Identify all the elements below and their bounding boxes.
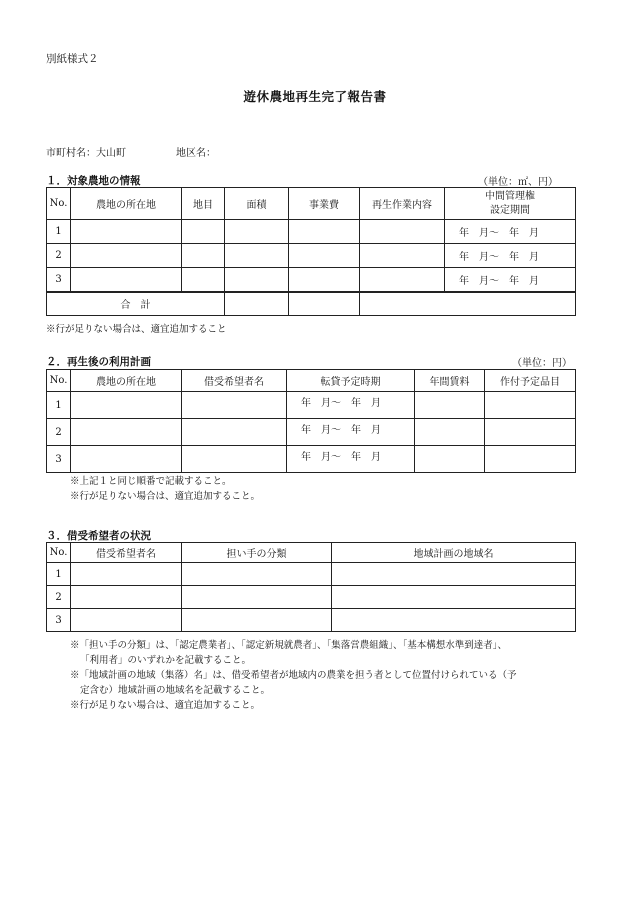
farmer-category-cell[interactable] [182, 563, 332, 586]
header-cell: 地目 [182, 188, 225, 220]
table-row [47, 563, 576, 586]
table-row [47, 609, 576, 632]
form-number: 別紙様式２ [46, 53, 99, 65]
header-cell: 農地の所在地 [71, 370, 182, 392]
row-number: 3 [47, 446, 71, 473]
header-cell: No. [47, 543, 71, 563]
cost-cell[interactable] [289, 244, 360, 268]
header-cell: No. [47, 370, 71, 392]
table-header-row [47, 188, 576, 220]
crop-cell[interactable] [485, 392, 576, 419]
area-cell[interactable] [225, 220, 289, 244]
sublease-period-cell[interactable]: 年 月～ 年 月 [287, 419, 415, 446]
work-content-cell[interactable] [360, 244, 445, 268]
target-farmland-table [46, 187, 576, 316]
annual-rent-cell[interactable] [415, 392, 485, 419]
farmer-category-cell[interactable] [182, 609, 332, 632]
total-label: 合 計 [47, 292, 225, 316]
note-line: ※上記１と同じ順番で記載すること。 [70, 476, 232, 487]
lessee-name-cell[interactable] [71, 563, 182, 586]
period-cell[interactable]: 年 月～ 年 月 [445, 244, 576, 268]
annual-rent-cell[interactable] [415, 446, 485, 473]
table-row [47, 446, 576, 473]
table-row [47, 268, 576, 292]
total-row [47, 292, 576, 316]
header-cell: 借受希望者名 [182, 370, 287, 392]
land-category-cell[interactable] [182, 244, 225, 268]
cost-cell[interactable] [289, 220, 360, 244]
total-blank-cell [360, 292, 576, 316]
table-row [47, 419, 576, 446]
land-category-cell[interactable] [182, 220, 225, 244]
header-cell: 農地の所在地 [71, 188, 182, 220]
note-line: 「利用者」のいずれかを記載すること。 [80, 655, 252, 666]
regional-plan-area-cell[interactable] [332, 563, 576, 586]
note-line: ※行が足りない場合は、適宜追加すること。 [70, 700, 261, 711]
header-cell: 事業費 [289, 188, 360, 220]
row-number: 2 [47, 419, 71, 446]
note-line: 定含む）地域計画の地域名を記載すること。 [80, 685, 271, 696]
header-cell: 面積 [225, 188, 289, 220]
section3-title: ３．借受希望者の状況 [46, 530, 151, 542]
header-cell: 担い手の分類 [182, 543, 332, 563]
note-line: ※「地域計画の地域（集落）名」は、借受希望者が地域内の農業を担う者として位置付けられている（予 [70, 670, 517, 681]
farmer-category-cell[interactable] [182, 586, 332, 609]
header-cell: No. [47, 188, 71, 220]
period-cell[interactable]: 年 月～ 年 月 [445, 220, 576, 244]
regional-plan-area-cell[interactable] [332, 609, 576, 632]
header-cell: 作付予定品目 [485, 370, 576, 392]
sublease-period-cell[interactable]: 年 月～ 年 月 [287, 446, 415, 473]
row-number: 1 [47, 563, 71, 586]
header-cell: 転貸予定時期 [287, 370, 415, 392]
location-cell[interactable] [71, 419, 182, 446]
district-label: 地区名： [176, 148, 216, 159]
total-cost-cell[interactable] [289, 292, 360, 316]
section1-note: ※行が足りない場合は、適宜追加すること [46, 324, 227, 335]
lessee-name-cell[interactable] [71, 609, 182, 632]
section2-unit: （単位：円） [512, 358, 572, 369]
row-number: 3 [47, 609, 71, 632]
section1-title: １．対象農地の情報 [46, 175, 141, 187]
crop-cell[interactable] [485, 419, 576, 446]
header-cell: 年間賃料 [415, 370, 485, 392]
crop-cell[interactable] [485, 446, 576, 473]
area-cell[interactable] [225, 244, 289, 268]
row-number: 3 [47, 268, 71, 292]
section2-title: ２．再生後の利用計画 [46, 356, 151, 368]
lessee-name-cell[interactable] [182, 392, 287, 419]
page-title: 遊休農地再生完了報告書 [243, 89, 387, 104]
row-number: 1 [47, 392, 71, 419]
total-area-cell[interactable] [225, 292, 289, 316]
lessee-name-cell[interactable] [182, 419, 287, 446]
location-cell[interactable] [71, 392, 182, 419]
municipality-label: 市町村名：大山町 [46, 148, 126, 159]
table-header-row [47, 370, 576, 392]
regional-plan-area-cell[interactable] [332, 586, 576, 609]
location-cell[interactable] [71, 220, 182, 244]
table-row [47, 586, 576, 609]
note-line: ※「担い手の分類」は、「認定農業者」、「認定新規就農者」、「集落営農組織」、「基本構想水準到達者」、 [70, 640, 508, 651]
work-content-cell[interactable] [360, 268, 445, 292]
lessee-name-cell[interactable] [71, 586, 182, 609]
cost-cell[interactable] [289, 268, 360, 292]
header-cell: 再生作業内容 [360, 188, 445, 220]
row-number: 2 [47, 244, 71, 268]
table-row [47, 392, 576, 419]
sublease-period-cell[interactable]: 年 月～ 年 月 [287, 392, 415, 419]
section3-notes [70, 638, 585, 713]
row-number: 2 [47, 586, 71, 609]
location-cell[interactable] [71, 268, 182, 292]
section1-unit: （単位：㎡、円） [478, 177, 558, 188]
table-header-row [47, 543, 576, 563]
period-cell[interactable]: 年 月～ 年 月 [445, 268, 576, 292]
table-row [47, 220, 576, 244]
note-line: ※行が足りない場合は、適宜追加すること。 [70, 491, 261, 502]
location-cell[interactable] [71, 446, 182, 473]
area-cell[interactable] [225, 268, 289, 292]
header-cell: 中間管理権 設定期間 [445, 188, 576, 220]
annual-rent-cell[interactable] [415, 419, 485, 446]
usage-plan-table [46, 369, 576, 473]
land-category-cell[interactable] [182, 268, 225, 292]
row-number: 1 [47, 220, 71, 244]
lessee-name-cell[interactable] [182, 446, 287, 473]
section2-notes [70, 474, 260, 504]
header-cell: 借受希望者名 [71, 543, 182, 563]
table-row [47, 244, 576, 268]
location-cell[interactable] [71, 244, 182, 268]
work-content-cell[interactable] [360, 220, 445, 244]
header-cell: 地域計画の地域名 [332, 543, 576, 563]
lessee-status-table [46, 542, 576, 632]
